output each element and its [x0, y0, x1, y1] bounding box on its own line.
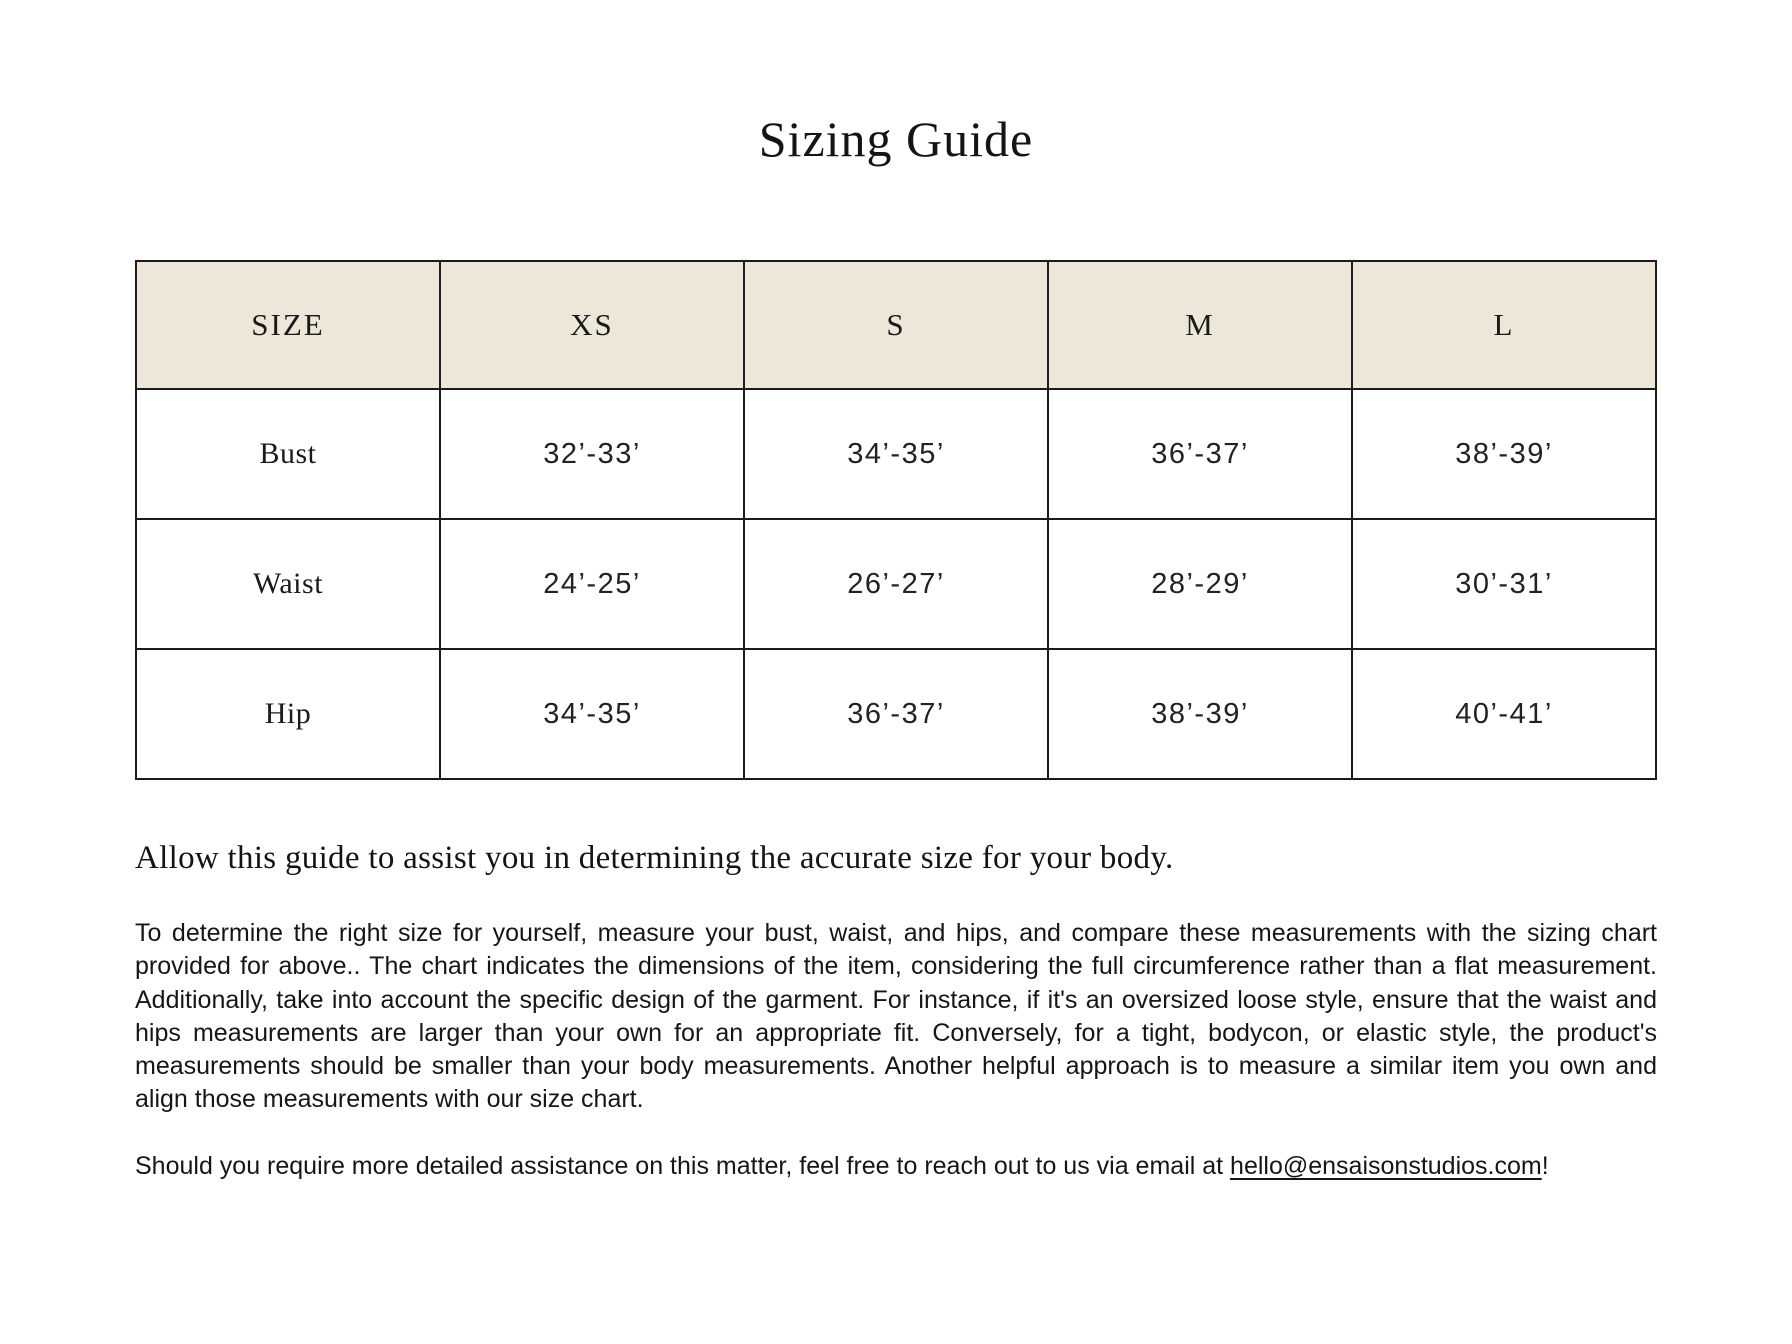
table-header-s: S	[744, 261, 1048, 389]
table-row-bust	[136, 389, 1656, 519]
bust-m-value: 36’-37’	[1048, 389, 1352, 519]
lead-text: Allow this guide to assist you in determining the accurate size for your body.	[135, 840, 1174, 876]
hip-m-value: 38’-39’	[1048, 649, 1352, 779]
hip-s-value: 36’-37’	[744, 649, 1048, 779]
table-header-l: L	[1352, 261, 1656, 389]
paragraph-text: To determine the right size for yourself, measure your bust, waist, and hips, and compare these measurements with the sizing chart provided for above.. The chart indicates the dimensions of the item, considering the full circumference rather than a flat measurement. Additionally, take into account the specific design of the garment. For instance, if it's an oversized loose style, ensure that the waist and hips measurements are larger than your own for an appropriate fit. Conversely, for a tight, bodycon, or elastic style, the product's measurements should be smaller than your body measurements. Another helpful approach is to measure a similar item you own and align those measurements with our size chart.	[135, 919, 1657, 1114]
waist-m-value: 28’-29’	[1048, 519, 1352, 649]
row-label-bust: Bust	[136, 389, 440, 519]
contact-suffix: !	[1541, 1151, 1549, 1180]
page-title: Sizing Guide	[758, 111, 1034, 167]
contact-prefix: Should you require more detailed assistance on this matter, feel free to reach out to us via email at	[135, 1151, 1231, 1180]
waist-s-value: 26’-27’	[744, 519, 1048, 649]
hip-xs-value: 34’-35’	[440, 649, 744, 779]
bust-l-value: 38’-39’	[1352, 389, 1656, 519]
table-header-size: SIZE	[136, 261, 440, 389]
table-row-hip	[136, 649, 1656, 779]
table-header-m: M	[1048, 261, 1352, 389]
bust-xs-value: 32’-33’	[440, 389, 744, 519]
table-header-row	[136, 261, 1656, 389]
hip-l-value: 40’-41’	[1352, 649, 1656, 779]
waist-xs-value: 24’-25’	[440, 519, 744, 649]
table-header-xs: XS	[440, 261, 744, 389]
sizing-table	[135, 260, 1657, 780]
row-label-hip: Hip	[136, 649, 440, 779]
bust-s-value: 34’-35’	[744, 389, 1048, 519]
table-row-waist	[136, 519, 1656, 649]
row-label-waist: Waist	[136, 519, 440, 649]
waist-l-value: 30’-31’	[1352, 519, 1656, 649]
email-link[interactable]: hello@ensaisonstudios.com	[1230, 1151, 1542, 1180]
contact-text	[135, 1150, 1657, 1183]
